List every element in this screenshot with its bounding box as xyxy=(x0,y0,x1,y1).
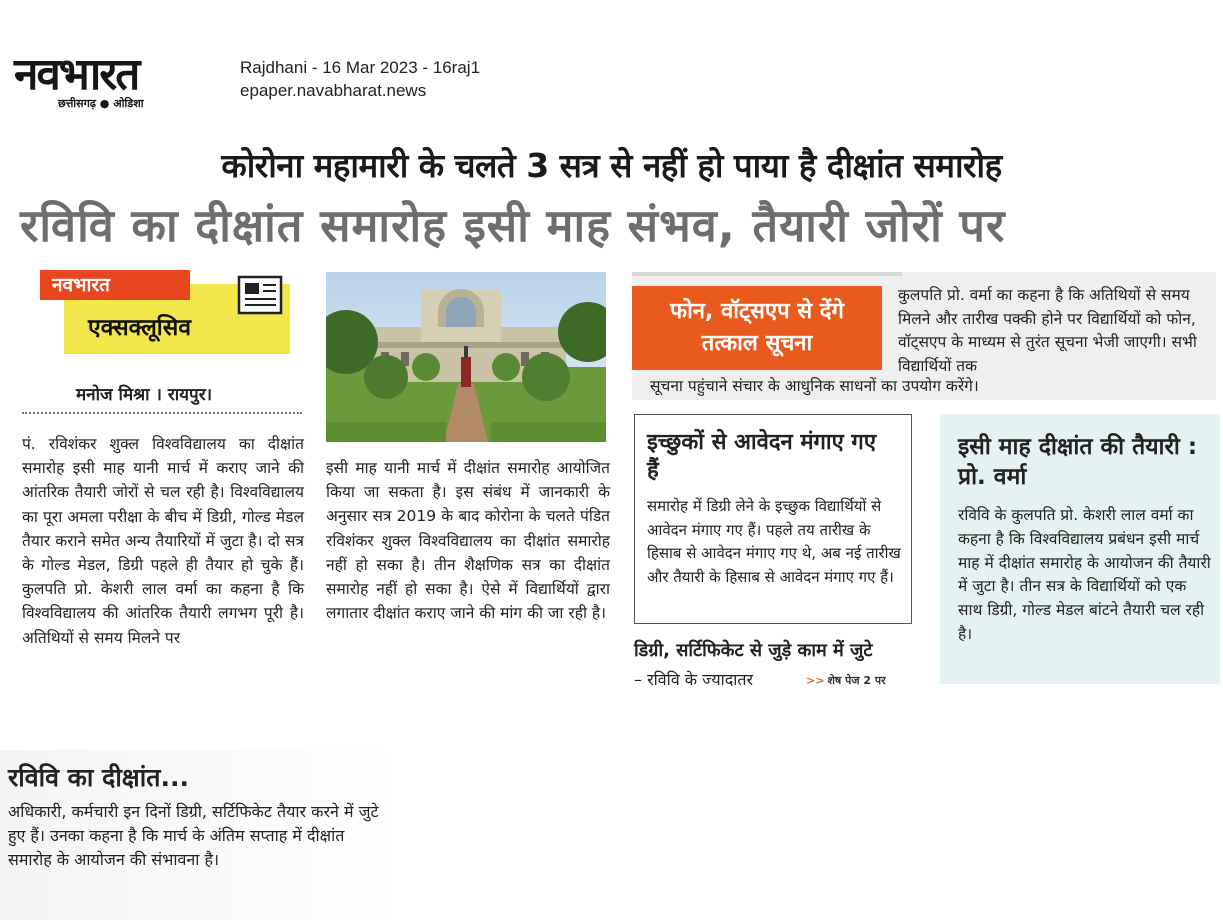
varma-box-text: रविवि के कुलपति प्रो. केशरी लाल वर्मा का कहना है कि विश्वविद्यालय प्रबंधन इसी मार्च माह में दीक्षांत समारोह के आयोजन की तैयारी में जुटा है। तीन सत्र के विद्यार्थियों को एक साथ डिग्री, गोल्ड मेडल बांटने तैयारी चल रही है। xyxy=(958,506,1211,643)
varma-quote-box xyxy=(940,414,1220,684)
degree-item-subtitle: – रविवि के ज्यादातर xyxy=(634,670,754,689)
logo-name: नवभारत xyxy=(14,49,139,100)
kicker-headline: कोरोना महामारी के चलते 3 सत्र से नहीं हो पाया है दीक्षांत समारोह xyxy=(221,146,1002,185)
byline-divider xyxy=(22,412,302,414)
box-top-strip xyxy=(632,272,902,276)
applications-box xyxy=(634,414,912,624)
continuation-text: अधिकारी, कर्मचारी इन दिनों डिग्री, सर्टिफिकेट तैयार करने में जुटे हुए हैं। उनका कहना है कि मार्च के अंतिम सप्ताह में दीक्षांत समारोह के आयोजन की संभावना है। xyxy=(8,802,379,869)
phone-whatsapp-box xyxy=(632,272,1216,400)
site-url[interactable]: epaper.navabharat.news xyxy=(240,81,427,100)
continuation-title: रविवि का दीक्षांत... xyxy=(8,763,189,792)
continued-link[interactable] xyxy=(806,673,886,688)
university-photo xyxy=(326,272,606,442)
article-column-1: पं. रविशंकर शुक्ल विश्वविद्यालय का दीक्षांत समारोह इसी माह यानी मार्च में कराए जाने की आंतरिक तैयारी जोरों से चल रही है। विश्वविद्यालय का पूरा अमला परीक्षा के बीच में डिग्री, गोल्ड मेडल तैयार कराने समेत अन्य तैयारियों में जुटा है। दो सत्र के गोल्ड मेडल, डिग्री पहले ही तैयार हो चुके हैं। कुलपति प्रो. केशरी लाल वर्मा का कहना है कि विश्वविद्यालय की आंतरिक तैयारी लगभग पूरी है। अतिथियों से समय मिलने पर xyxy=(22,435,304,647)
logo-subtitle: छत्तीसगढ़ ● ओडिशा xyxy=(58,97,144,110)
continued-label: शेष पेज 2 पर xyxy=(827,674,886,687)
phone-heading-line-1: फोन, वॉट्सएप से देंगे xyxy=(670,299,844,324)
badge-top-label: नवभारत xyxy=(40,270,190,300)
phone-box-heading xyxy=(632,286,882,370)
degree-item-title: डिग्री, सर्टिफिकेट से जुड़े काम में जुटे xyxy=(634,640,873,661)
newspaper-icon xyxy=(236,274,284,316)
badge-main-label: एक्सक्लूसिव xyxy=(88,315,192,341)
newspaper-logo xyxy=(14,46,226,108)
applications-title: इच्छुकों से आवेदन मंगाए गए हैं xyxy=(647,430,876,483)
exclusive-badge xyxy=(30,270,290,370)
byline: मनोज मिश्रा । रायपुर। xyxy=(76,385,213,405)
phone-heading-line-2: तत्काल सूचना xyxy=(701,331,813,356)
varma-box-title: इसी माह दीक्षांत की तैयारी : प्रो. वर्मा xyxy=(958,434,1198,490)
phone-box-text-2: सूचना पहुंचाने संचार के आधुनिक साधनों का उपयोग करेंगे। xyxy=(650,377,979,395)
article-column-2: इसी माह यानी मार्च में दीक्षांत समारोह आयोजित किया जा सकता है। इस संबंध में जानकारी के अनुसार सत्र 2019 के बाद कोरोना के चलते पंडित रविशंकर शुक्ल विश्वविद्यालय का दीक्षांत समारोह नहीं हो सका है। तीन शैक्षणिक सत्र का दीक्षांत समारोह नहीं हो सका है। ऐसे में विद्यार्थियों द्वारा लगातार दीक्षांत कराए जाने की मांग की जा रही है। xyxy=(326,459,610,623)
applications-text: समारोह में डिग्री लेने के इच्छुक विद्यार्थियों से आवेदन मंगाए गए हैं। पहले तय तारीख के हिसाब से आवेदन मंगाए गए थे, अब नई तारीख और तैयारी के हिसाब से आवेदन मंगाए गए हैं। xyxy=(647,497,901,586)
edition-line: Rajdhani - 16 Mar 2023 - 16raj1 xyxy=(240,58,481,77)
phone-box-text-1: कुलपति प्रो. वर्मा का कहना है कि अतिथियों से समय मिलने और तारीख पक्की होने पर विद्यार्थियों को फोन, वॉट्सएप के माध्यम से तुरंत सूचना भेजी जाएगी। सभी विद्यार्थियों तक xyxy=(898,286,1197,375)
edition-meta xyxy=(240,56,480,102)
double-chevron-icon: >> xyxy=(806,674,825,687)
main-headline: रविवि का दीक्षांत समारोह इसी माह संभव, तैयारी जोरों पर xyxy=(20,199,1006,252)
